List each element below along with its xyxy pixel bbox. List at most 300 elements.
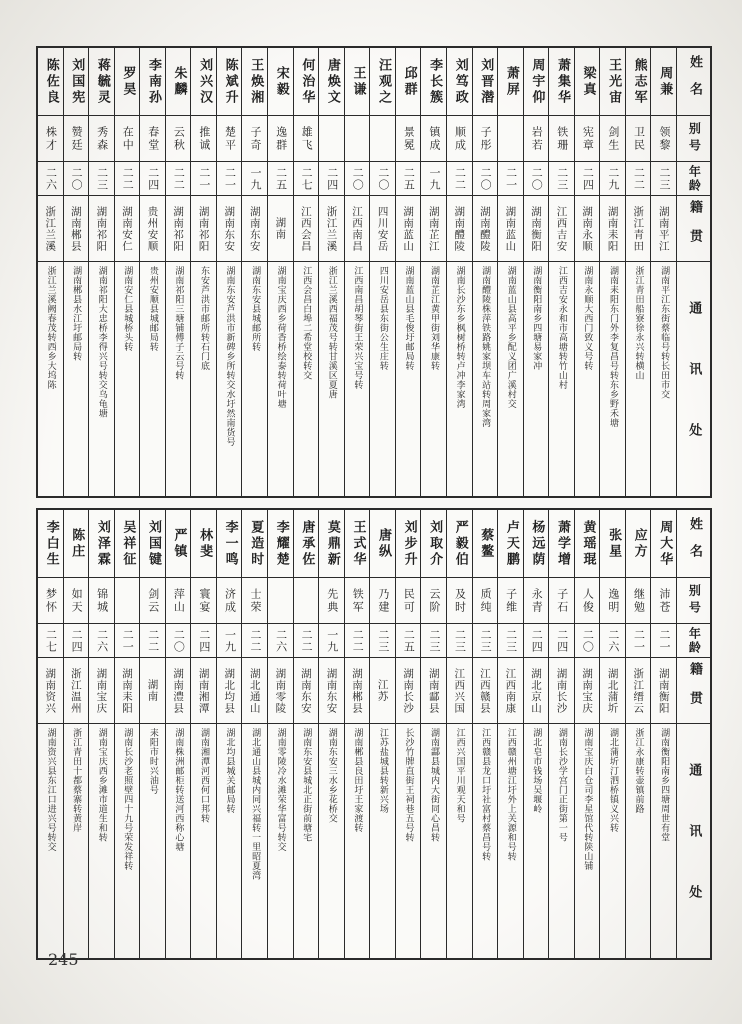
person-column — [293, 48, 319, 496]
person-age — [549, 162, 574, 196]
person-alias — [370, 578, 395, 624]
person-address — [651, 262, 676, 496]
person-address-text: 湖南永顺大西门致义号转 — [582, 266, 593, 371]
person-address-text: 湖南平江东街蔡临号转长田市交 — [659, 266, 670, 399]
person-alias-text: 云秋 — [172, 125, 186, 152]
person-age — [421, 624, 446, 658]
person-native — [191, 658, 216, 724]
header-age — [677, 624, 710, 658]
person-address-text: 长沙竹牌直街王祠巷五号转 — [403, 728, 414, 842]
person-name — [498, 510, 523, 578]
person-name-text: 夏造时 — [248, 519, 264, 568]
person-age-text: 二二 — [351, 628, 365, 653]
person-column — [625, 48, 651, 496]
person-name-text: 萧学增 — [554, 519, 570, 568]
person-address-text: 湖南长沙东乡枫树桥转卢冲李家湾 — [454, 266, 465, 409]
person-column — [344, 510, 370, 958]
person-name — [524, 510, 549, 578]
person-native-text: 湖南衡阳 — [657, 667, 670, 714]
person-alias-text: 民可 — [402, 587, 416, 614]
person-age-text: 二四 — [530, 628, 544, 653]
person-alias — [319, 116, 344, 162]
person-name — [217, 510, 242, 578]
person-name-text: 梁真 — [580, 65, 596, 98]
person-native-text: 浙江温州 — [69, 667, 82, 714]
person-age — [89, 162, 114, 196]
person-name — [498, 48, 523, 116]
person-native — [447, 658, 472, 724]
person-name — [396, 510, 421, 578]
person-column — [420, 48, 446, 496]
person-name — [191, 48, 216, 116]
person-name — [421, 48, 446, 116]
person-address-text: 湖北蒲圻汀泗桥镇义兴转 — [607, 728, 618, 833]
person-name-text: 莫鼎新 — [324, 519, 340, 568]
person-native — [421, 196, 446, 262]
person-alias — [64, 116, 89, 162]
person-native-text: 湖南醴陵 — [478, 205, 491, 252]
person-age — [166, 162, 191, 196]
person-column — [114, 48, 140, 496]
person-native — [651, 196, 676, 262]
person-age — [421, 162, 446, 196]
person-age — [447, 624, 472, 658]
person-name — [115, 48, 140, 116]
person-age — [575, 162, 600, 196]
person-address — [140, 724, 165, 958]
person-native — [370, 196, 395, 262]
person-alias — [421, 578, 446, 624]
person-column — [344, 48, 370, 496]
person-alias — [89, 578, 114, 624]
person-native-text: 浙江缙云 — [632, 667, 645, 714]
person-age-text: 二四 — [581, 166, 595, 191]
person-address — [473, 262, 498, 496]
person-column — [267, 510, 293, 958]
person-alias — [626, 578, 651, 624]
person-age-text: 一九 — [427, 166, 441, 191]
person-native-text: 湖南 — [274, 217, 287, 240]
person-name-text: 王式华 — [350, 519, 366, 568]
person-native — [89, 658, 114, 724]
person-alias — [166, 578, 191, 624]
person-native-text: 湖南资兴 — [44, 667, 57, 714]
person-address-text: 湖南长沙学宫门正街第一号 — [556, 728, 567, 842]
person-alias-text: 铁军 — [351, 587, 365, 614]
person-alias-text: 雄飞 — [300, 125, 314, 152]
person-native — [268, 658, 293, 724]
person-age-text: 二二 — [632, 166, 646, 191]
person-native-text: 湖北均县 — [223, 667, 236, 714]
person-address-text: 浙江永康转壶镇前路 — [633, 728, 644, 814]
person-address — [38, 724, 63, 958]
person-age-text: 二二 — [453, 166, 467, 191]
person-address-text: 湖南衡阳南乡四塘周世有堂 — [659, 728, 670, 842]
person-native-text: 湖南湘潭 — [197, 667, 210, 714]
person-age-text: 二七 — [44, 628, 58, 653]
person-age — [600, 624, 625, 658]
person-address — [294, 262, 319, 496]
person-alias-text: 顺成 — [453, 125, 467, 152]
person-column — [190, 48, 216, 496]
person-name-text: 卢天鹏 — [503, 519, 519, 568]
person-native — [447, 196, 472, 262]
person-column — [216, 510, 242, 958]
person-address-text: 贵州安顺县城邮局转 — [147, 266, 158, 352]
person-address-text: 湖南湘潭河西何口邦转 — [198, 728, 209, 823]
person-age-text: 二二 — [146, 628, 160, 653]
person-alias-text: 剑生 — [606, 125, 620, 152]
person-address — [370, 262, 395, 496]
person-native-text: 湖南宝庆 — [95, 667, 108, 714]
person-native — [498, 658, 523, 724]
person-name — [396, 48, 421, 116]
person-native-text: 湖南芷江 — [427, 205, 440, 252]
person-name — [575, 510, 600, 578]
person-native — [549, 658, 574, 724]
person-alias-text: 赞廷 — [70, 125, 84, 152]
person-age — [140, 624, 165, 658]
person-address-text: 东安芦洪市邮所转石门底 — [198, 266, 209, 371]
header-native — [677, 196, 710, 262]
person-address-text: 浙江青田十都蔡寨转黄岸 — [71, 728, 82, 833]
person-address-text: 四川安岳县东街公生庄转 — [377, 266, 388, 371]
person-native-text: 江西会昌 — [299, 205, 312, 252]
person-name — [38, 48, 63, 116]
person-name-text: 张星 — [606, 527, 622, 560]
person-alias — [242, 116, 267, 162]
person-age — [396, 624, 421, 658]
person-native-text: 湖南郴县 — [351, 667, 363, 714]
person-address — [626, 724, 651, 958]
person-column — [472, 510, 498, 958]
person-address-text: 湖南祁阳三塘铺傅子云号转 — [173, 266, 184, 380]
person-alias-text: 卫民 — [632, 125, 646, 152]
person-alias — [217, 578, 242, 624]
person-column — [293, 510, 319, 958]
person-alias — [345, 116, 370, 162]
person-native — [166, 196, 191, 262]
person-age — [447, 162, 472, 196]
person-address — [319, 724, 344, 958]
person-alias-text: 逸明 — [606, 587, 620, 614]
person-alias — [600, 578, 625, 624]
person-address-text: 江西吉安永和市高塘转竹山村 — [556, 266, 567, 390]
person-native-text: 湖北通山 — [248, 667, 261, 714]
person-name-text: 刘步升 — [401, 519, 417, 568]
header-name-text: 姓名 — [686, 516, 702, 571]
person-name-text: 蒋毓灵 — [94, 57, 110, 106]
person-age — [575, 624, 600, 658]
person-column — [318, 510, 344, 958]
person-alias-text: 寰宴 — [197, 587, 211, 614]
person-name — [319, 48, 344, 116]
person-name — [421, 510, 446, 578]
person-name — [651, 48, 676, 116]
person-name-text: 李长簇 — [427, 57, 443, 106]
person-alias — [242, 578, 267, 624]
person-address — [115, 262, 140, 496]
person-native — [64, 658, 89, 724]
person-address — [166, 262, 191, 496]
person-address — [166, 724, 191, 958]
person-age-text: 二四 — [70, 628, 84, 653]
person-native-text: 湖南 — [146, 679, 159, 702]
person-alias-text: 人俊 — [581, 587, 595, 614]
person-age-text: 二一 — [223, 166, 237, 191]
person-age — [217, 624, 242, 658]
person-alias — [345, 578, 370, 624]
header-name — [677, 48, 710, 116]
person-alias-text: 沛苍 — [658, 587, 672, 614]
person-address-text: 浙江青田船寮徐永兴转横山 — [633, 266, 644, 380]
person-name — [38, 510, 63, 578]
person-name — [242, 48, 267, 116]
person-alias — [140, 116, 165, 162]
person-age-text: 二三 — [555, 166, 569, 191]
person-name — [140, 48, 165, 116]
person-age — [217, 162, 242, 196]
person-age-text: 二四 — [197, 628, 211, 653]
person-age — [319, 162, 344, 196]
person-column — [497, 48, 523, 496]
person-age — [498, 624, 523, 658]
person-address — [294, 724, 319, 958]
person-age-text: 二三 — [453, 628, 467, 653]
person-native — [396, 658, 421, 724]
person-address-text: 江西赣州塘江圩外上关源和号转 — [505, 728, 516, 861]
person-name-text: 熊志军 — [631, 57, 647, 106]
person-native — [115, 196, 140, 262]
person-address — [396, 262, 421, 496]
person-native-text: 江西吉安 — [555, 205, 568, 252]
person-age-text: 二四 — [555, 628, 569, 653]
person-address-text: 浙江兰溪阙春茂转西乡大坞陈 — [45, 266, 56, 390]
person-age — [600, 162, 625, 196]
person-name-text: 严毅伯 — [452, 519, 468, 568]
person-address — [89, 724, 114, 958]
person-name-text: 陈庄 — [69, 527, 85, 560]
person-column — [216, 48, 242, 496]
person-address-text: 湖南郴县良田圩王家渡转 — [352, 728, 363, 833]
person-alias-text: 永青 — [530, 587, 544, 614]
person-column — [318, 48, 344, 496]
person-name-text: 萧屏 — [503, 65, 519, 98]
person-alias — [549, 116, 574, 162]
person-name — [575, 48, 600, 116]
person-age — [524, 162, 549, 196]
person-age-text: 二三 — [658, 166, 672, 191]
person-age — [115, 624, 140, 658]
person-native — [242, 196, 267, 262]
person-name — [64, 510, 89, 578]
person-name — [524, 48, 549, 116]
person-address — [370, 724, 395, 958]
person-native — [140, 658, 165, 724]
person-native — [191, 196, 216, 262]
person-age-text: 二四 — [325, 166, 339, 191]
person-column — [599, 48, 625, 496]
person-native — [115, 658, 140, 724]
person-native — [166, 658, 191, 724]
person-alias-text: 子奇 — [249, 125, 263, 152]
person-alias-text: 云阶 — [427, 587, 441, 614]
person-name — [294, 510, 319, 578]
person-name-text: 刘泽霖 — [94, 519, 110, 568]
person-column — [446, 48, 472, 496]
person-address-text: 湖南株洲邮柜转送河西称心塘 — [173, 728, 184, 852]
person-name — [268, 48, 293, 116]
person-alias — [217, 116, 242, 162]
person-name-text: 周兼 — [657, 65, 673, 98]
person-address — [115, 724, 140, 958]
person-age-text: 二五 — [402, 628, 416, 653]
person-age — [64, 624, 89, 658]
person-address — [191, 724, 216, 958]
person-column — [139, 48, 165, 496]
person-native — [268, 196, 293, 262]
person-native — [140, 196, 165, 262]
person-name-text: 唐焕文 — [324, 57, 340, 106]
person-name — [166, 510, 191, 578]
person-column — [574, 48, 600, 496]
person-alias-text: 萍山 — [172, 587, 186, 614]
person-alias — [191, 578, 216, 624]
person-address — [600, 262, 625, 496]
person-column — [548, 48, 574, 496]
person-age — [651, 162, 676, 196]
person-age — [294, 162, 319, 196]
person-age-text: 二〇 — [581, 628, 595, 653]
person-age — [268, 624, 293, 658]
person-name-text: 李耀楚 — [273, 519, 289, 568]
person-age — [294, 624, 319, 658]
person-name — [651, 510, 676, 578]
header-age-text: 年龄 — [687, 626, 702, 655]
person-column — [548, 510, 574, 958]
person-name-text: 王谦 — [350, 65, 366, 98]
person-name-text: 何治华 — [299, 57, 315, 106]
person-address-text: 湖南东安县城北正街前塘宅 — [301, 728, 312, 842]
header-address-text: 通讯处 — [686, 300, 702, 484]
person-native-text: 湖南长沙 — [555, 667, 568, 714]
person-native — [421, 658, 446, 724]
person-alias — [498, 116, 523, 162]
person-native — [242, 658, 267, 724]
person-age — [140, 162, 165, 196]
person-native-text: 湖南祁阳 — [172, 205, 185, 252]
header-name-text: 姓名 — [686, 54, 702, 109]
header-alias-text: 别号 — [687, 121, 702, 156]
person-address — [473, 724, 498, 958]
person-address-text: 湖南耒阳东门外李复昌号转东乡野禾塘 — [607, 266, 618, 428]
person-native — [473, 196, 498, 262]
person-alias — [651, 116, 676, 162]
person-alias — [370, 116, 395, 162]
person-age-text: 一九 — [325, 628, 339, 653]
person-age — [268, 162, 293, 196]
person-name-text: 罗昊 — [120, 65, 136, 98]
person-alias-text: 子维 — [504, 587, 518, 614]
directory-table-top — [36, 46, 712, 498]
person-name-text: 陈斌升 — [222, 57, 238, 106]
person-native-text: 江西赣县 — [478, 667, 491, 714]
person-name — [64, 48, 89, 116]
person-column — [395, 510, 421, 958]
person-address — [549, 724, 574, 958]
person-age-text: 一九 — [223, 628, 237, 653]
person-native — [473, 658, 498, 724]
person-alias-text: 士荣 — [249, 587, 263, 614]
person-native-text: 湖南零陵 — [274, 667, 287, 714]
person-age-text: 二九 — [606, 166, 620, 191]
person-native-text: 湖北京山 — [529, 667, 542, 714]
person-name-text: 王光宙 — [606, 57, 622, 106]
person-column — [369, 510, 395, 958]
person-name — [600, 48, 625, 116]
person-column — [395, 48, 421, 496]
person-name — [549, 510, 574, 578]
person-name — [242, 510, 267, 578]
person-column — [420, 510, 446, 958]
person-address-text: 湖南东安三水乡花桥交 — [326, 728, 337, 823]
person-name — [370, 48, 395, 116]
person-native-text: 四川安岳 — [376, 205, 389, 252]
person-native-text: 湖南平江 — [657, 205, 670, 252]
person-age — [38, 624, 63, 658]
person-native-text: 湖南耒阳 — [120, 667, 133, 714]
person-native — [345, 196, 370, 262]
person-name — [600, 510, 625, 578]
person-age-text: 二〇 — [172, 628, 186, 653]
person-native-text: 湖南蓝山 — [504, 205, 517, 252]
person-age-text: 二三 — [427, 628, 441, 653]
person-alias — [268, 116, 293, 162]
person-address — [447, 262, 472, 496]
person-name-text: 萧集华 — [554, 57, 570, 106]
person-alias — [396, 116, 421, 162]
person-address-text: 湖南零陵冷水滩荣华富号转交 — [275, 728, 286, 852]
header-address — [677, 262, 710, 496]
person-alias — [191, 116, 216, 162]
person-address-text: 江西会昌白埠二希堂校转交 — [301, 266, 312, 380]
person-age-text: 二〇 — [376, 166, 390, 191]
person-name — [473, 510, 498, 578]
person-alias — [166, 116, 191, 162]
person-name — [370, 510, 395, 578]
person-address — [651, 724, 676, 958]
person-address — [319, 262, 344, 496]
person-address — [38, 262, 63, 496]
person-native-text: 江西南康 — [504, 667, 517, 714]
person-address — [217, 724, 242, 958]
person-name — [217, 48, 242, 116]
person-address-text: 湖南资兴县东江口进兴号转交 — [45, 728, 56, 852]
person-alias-text: 济成 — [223, 587, 237, 614]
person-native-text: 湖南祁阳 — [95, 205, 108, 252]
person-alias-text: 逸群 — [274, 125, 288, 152]
person-column — [88, 510, 114, 958]
person-column — [446, 510, 472, 958]
person-native — [524, 658, 549, 724]
person-alias-text: 株才 — [44, 125, 58, 152]
person-alias-text: 春堂 — [146, 125, 160, 152]
person-address-text: 湖南宝庆西乡荷香桥绘泰转荷叶塘 — [275, 266, 286, 409]
person-native — [217, 196, 242, 262]
person-column — [139, 510, 165, 958]
person-age — [345, 624, 370, 658]
person-alias — [140, 578, 165, 624]
